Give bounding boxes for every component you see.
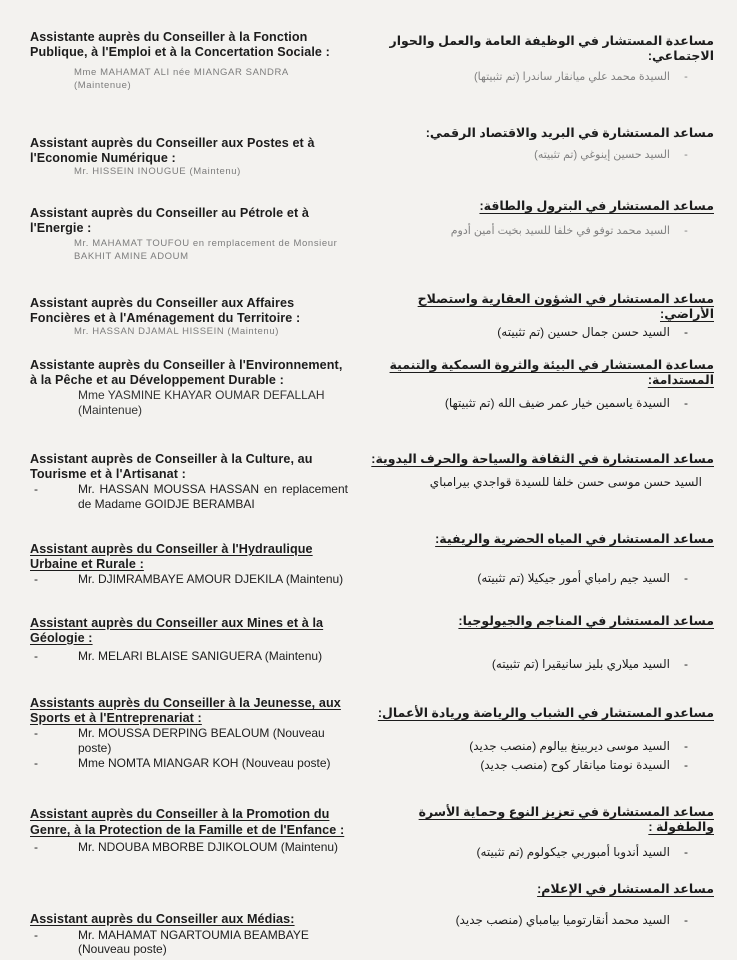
ar-entry-title: مساعد المستشار في المناجم والجيولوجيا: — [458, 614, 714, 628]
fr-entry-postal-digital — [30, 136, 348, 178]
fr-entry-title: Assistant auprès du Conseiller aux Postes et à l'Economie Numérique : — [30, 136, 315, 165]
ar-entry-youth-sports — [362, 706, 714, 773]
fr-entry-person: - Mr. NDOUBA MBORBE DJIKOLOUM (Maintenu) — [34, 840, 339, 854]
ar-entry-title: مساعد المستشار في الإعلام: — [537, 882, 714, 896]
fr-entry-title: Assistante auprès du Conseiller à la Fonction Publique, à l'Emploi et à la Concertation Sociale : — [30, 30, 330, 59]
fr-entry-title: Assistant auprès du Conseiller aux Mines et à la Géologie : — [30, 616, 324, 645]
ar-entry-person: -السيد جيم رامباي أمور جيكيلا (تم تثبيته) — [477, 571, 688, 585]
ar-entry-land-affairs — [362, 292, 714, 340]
fr-entry-hydraulics — [30, 542, 348, 587]
fr-entry-title: Assistant auprès du Conseiller aux Médias: — [30, 912, 295, 926]
ar-entry-person: -السيد أندوبا أمبوربي جيكولوم (تم تثبيته) — [476, 845, 688, 859]
fr-entry-title: Assistant auprès de Conseiller à la Culture, au Tourisme et à l'Artisanat : — [30, 452, 313, 481]
ar-entry-title: مساعدو المستشار في الشباب والرياضة وريادة الأعمال: — [377, 706, 714, 720]
ar-entry-title: مساعد المستشار في الشؤون العقارية واستصلاح الأراضي: — [417, 292, 714, 321]
fr-entry-person: Mr. HASSAN DJAMAL HISSEIN (Maintenu) — [74, 326, 279, 337]
fr-entry-title: Assistants auprès du Conseiller à la Jeunesse, aux Sports et à l'Entreprenariat : — [30, 696, 341, 725]
fr-entry-title: Assistant auprès du Conseiller au Pétrole et à l'Energie : — [30, 206, 309, 235]
fr-entry-land-affairs — [30, 296, 348, 338]
fr-entry-person: - Mr. MOUSSA DERPING BEALOUM (Nouveau poste) — [34, 726, 325, 755]
ar-entry-media — [362, 882, 714, 928]
fr-entry-public-service — [30, 30, 348, 92]
fr-entry-youth-sports — [30, 696, 348, 771]
fr-entry-culture — [30, 452, 348, 511]
ar-entry-title: مساعد المستشارة في الثقافة والسياحة والحرف اليدوية: — [371, 452, 714, 466]
ar-entry-environment — [362, 358, 714, 411]
ar-entry-person: -السيدة ياسمين خيار عمر ضيف الله (تم تثبيتها) — [444, 396, 688, 410]
fr-entry-mines — [30, 616, 348, 664]
fr-entry-person: Mr. HISSEIN INOUGUE (Maintenu) — [74, 166, 241, 177]
ar-entry-person: -السيد محمد أنقارتوميا بيامباي (منصب جديد) — [455, 913, 688, 927]
ar-entry-culture — [362, 452, 714, 490]
fr-entry-person: - Mr. MELARI BLAISE SANIGUERA (Maintenu) — [34, 649, 323, 663]
fr-entry-title: Assistante auprès du Conseiller à l'Environnement, à la Pêche et au Développement Durable : — [30, 358, 343, 387]
fr-entry-media — [30, 912, 348, 957]
ar-entry-postal-digital — [362, 126, 714, 163]
ar-entry-person: -السيدة محمد علي ميانقار ساندرا (تم تثبيتها) — [473, 71, 688, 83]
fr-entry-title: Assistant auprès du Conseiller à la Promotion du Genre, à la Protection de la Famille et de l'Enfance : — [30, 807, 345, 837]
ar-entry-person: -السيد موسى ديربينغ بيالوم (منصب جديد) — [469, 739, 688, 753]
ar-entry-gender-family — [362, 805, 714, 860]
ar-entry-person: السيد حسن موسى حسن خلفا للسيدة قواجدي بيرامباي — [429, 475, 702, 489]
fr-entry-person: Mr. MAHAMAT TOUFOU en remplacement de Monsieur BAKHIT AMINE ADOUM — [74, 238, 338, 262]
ar-entry-title: مساعد المستشارة في تعزيز النوع وحماية الأسرة والطفولة : — [418, 805, 714, 834]
fr-entry-petroleum-energy — [30, 206, 348, 263]
fr-entry-person: - Mme NOMTA MIANGAR KOH (Nouveau poste) — [34, 756, 331, 770]
ar-entry-title: مساعدة المستشار في الوظيفة العامة والعمل والحوار الاجتماعي: — [389, 34, 714, 63]
ar-entry-title: مساعد المستشار في المياه الحضرية والريفية: — [435, 532, 714, 546]
fr-entry-person: - Mr. DJIMRAMBAYE AMOUR DJEKILA (Maintenu) — [34, 572, 344, 586]
ar-entry-public-service — [362, 34, 714, 85]
ar-entry-mines — [362, 614, 714, 672]
fr-entry-title: Assistant auprès du Conseiller aux Affaires Foncières et à l'Aménagement du Territoire : — [30, 296, 301, 325]
fr-entry-person: - Mr. MAHAMAT NGARTOUMIA BEAMBAYE (Nouveau poste) — [34, 927, 309, 956]
fr-entry-gender-family — [30, 806, 348, 855]
ar-entry-person: -السيد حسين إينوغي (تم تثبيته) — [534, 149, 688, 161]
fr-entry-environment — [30, 358, 348, 417]
fr-entry-person: - Mr. HASSAN MOUSSA HASSAN en replacement de Madame GOIDJE BERAMBAI — [34, 482, 348, 511]
fr-entry-person: Mme YASMINE KHAYAR OUMAR DEFALLAH (Maintenue) — [78, 388, 325, 417]
ar-entry-person: -السيد محمد توفو في خلفا للسيد بخيت أمين أدوم — [450, 225, 688, 237]
ar-entry-title: مساعد المستشارة في البريد والاقتصاد الرقمي: — [425, 126, 714, 140]
ar-entry-petroleum-energy — [362, 199, 714, 239]
fr-entry-person: Mme MAHAMAT ALI née MIANGAR SANDRA (Maintenue) — [74, 67, 289, 91]
ar-entry-title: مساعد المستشار في البترول والطاقة: — [479, 199, 714, 213]
fr-entry-title: Assistant auprès du Conseiller à l'Hydraulique Urbaine et Rurale : — [30, 542, 313, 571]
ar-entry-person: -السيد ميلاري بليز سانيقيرا (تم تثبيته) — [491, 657, 688, 671]
ar-entry-person: -السيد حسن جمال حسين (تم تثبيته) — [497, 325, 688, 339]
ar-entry-person: -السيدة نومتا ميانقار كوح (منصب جديد) — [480, 758, 688, 772]
ar-entry-title: مساعدة المستشار في البيئة والثروة السمكية والتنمية المستدامة: — [389, 358, 714, 387]
ar-entry-hydraulics — [362, 532, 714, 586]
